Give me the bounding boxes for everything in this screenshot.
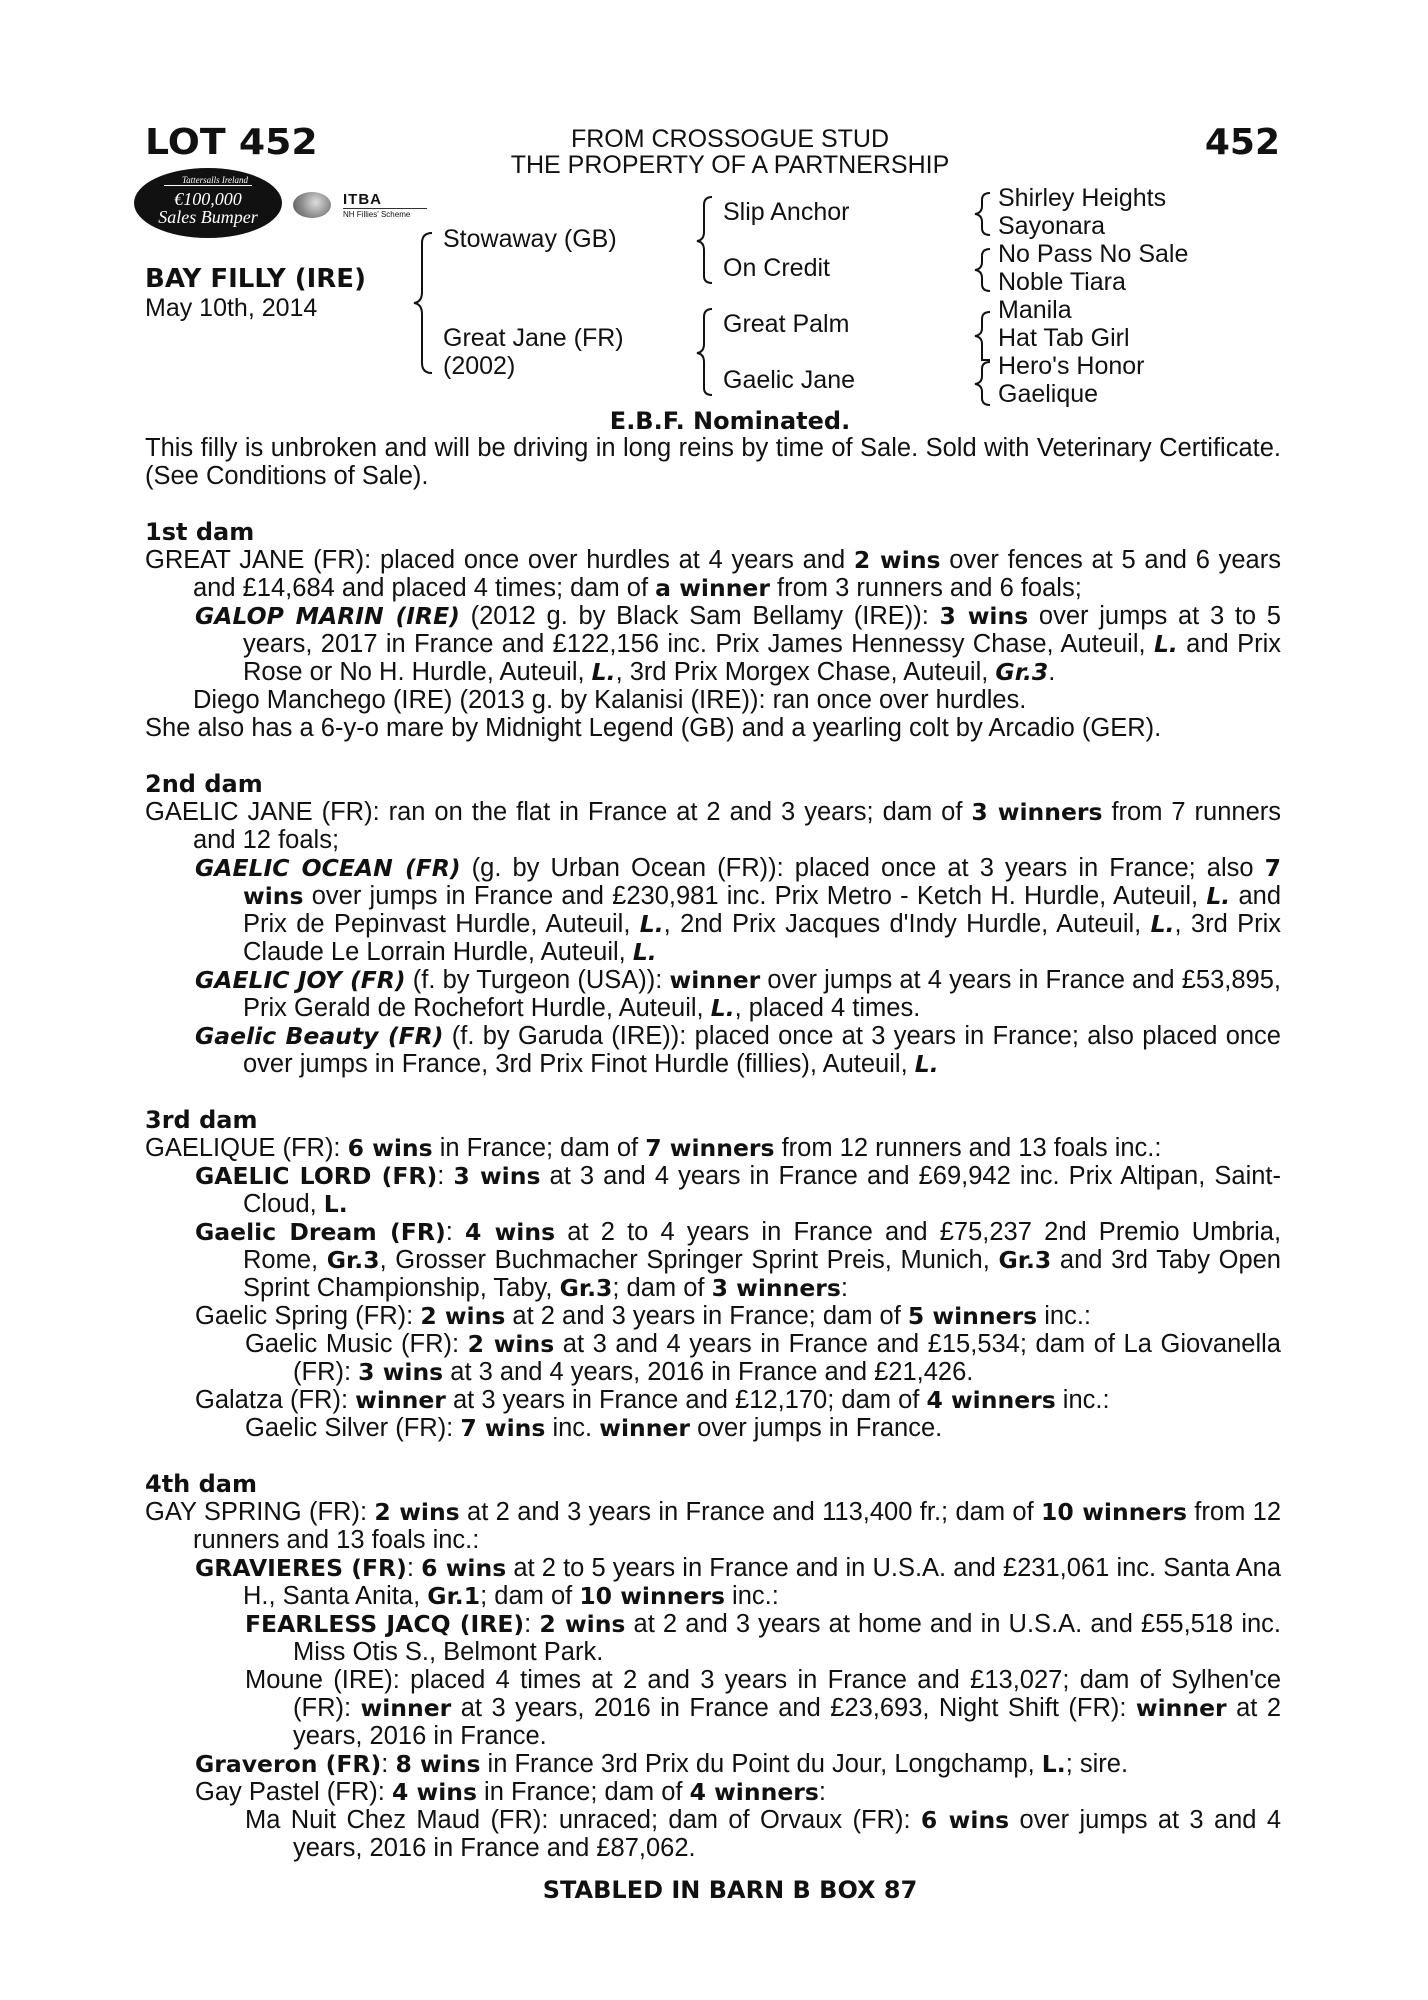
- offspring-entry: Diego Manchego (IRE) (2013 g. by Kalanisi (IRE)): ran once over hurdles.: [193, 686, 1027, 714]
- offspring-entry: Graveron (FR): 8 wins in France 3rd Prix du Point du Jour, Longchamp, L.; sire.: [195, 1750, 1129, 1778]
- offspring-entry: GALOP MARIN (IRE) (2012 g. by Black Sam Bellamy (IRE)): 3 wins over jumps at 3 to 5 years, 2017 in France and £122,156 inc. Prix James Hennessy Chase, Auteuil, L. and Prix Rose or No H. Hurdle, Auteuil, L., 3rd Prix Morgex Chase, Auteuil, Gr.3.: [195, 602, 1281, 686]
- pedigree-dam: Great Jane (FR): [443, 324, 624, 352]
- pedigree-gen3-6: Hat Tab Girl: [998, 324, 1130, 352]
- pedigree-dam-sire: Great Palm: [723, 310, 850, 338]
- offspring-entry: Gaelic Dream (FR): 4 wins at 2 to 4 years in France and £75,237 2nd Premio Umbria, Rome, Gr.3, Grosser Buchmacher Springer Sprint Preis, Munich, Gr.3 and 3rd Taby Open Sprint Championship, Taby, Gr.3; dam of 3 winners:: [195, 1218, 1282, 1302]
- pedigree-sire: Stowaway (GB): [443, 225, 617, 253]
- horse-dob: May 10th, 2014: [145, 294, 318, 322]
- pedigree-dam-dam: Gaelic Jane: [723, 366, 856, 394]
- offspring-entry: Gaelic Beauty (FR) (f. by Garuda (IRE)): placed once at 3 years in France; also placed once over jumps in France, 3rd Prix Finot Hurdle (fillies), Auteuil, L.: [195, 1022, 1281, 1078]
- offspring-entry: GAELIC LORD (FR): 3 wins at 3 and 4 years in France and £69,942 inc. Prix Altipan, Saint-Cloud, L.: [195, 1162, 1282, 1218]
- fourth-dam-heading: 4th dam: [145, 1470, 257, 1498]
- grand-offspring-entry: Ma Nuit Chez Maud (FR): unraced; dam of Orvaux (FR): 6 wins over jumps at 3 and 4 years, 2016 in France and £87,062.: [245, 1806, 1282, 1862]
- pedigree-gen3-4: Noble Tiara: [998, 268, 1126, 296]
- brace-gen2-bottom: [697, 309, 712, 395]
- second-dam-heading: 2nd dam: [145, 770, 263, 798]
- pedigree-dam-year: (2002): [443, 352, 516, 380]
- offspring-entry: Galatza (FR): winner at 3 years in France and £12,170; dam of 4 winners inc.:: [195, 1386, 1110, 1414]
- brace-gen3-b: [975, 249, 990, 291]
- offspring-entry: GAELIC OCEAN (FR) (g. by Urban Ocean (FR)): placed once at 3 years in France; also 7 wins over jumps in France and £230,981 inc. Prix Metro - Ketch H. Hurdle, Auteuil, L. and Prix de Pepinvast Hurdle, Auteuil, L., 2nd Prix Jacques d'Indy Hurdle, Auteuil, L., 3rd Prix Claude Le Lorrain Hurdle, Auteuil, L.: [195, 854, 1281, 966]
- pedigree-gen3-5: Manila: [998, 296, 1072, 324]
- offspring-entry: Gaelic Spring (FR): 2 wins at 2 and 3 years in France; dam of 5 winners inc.:: [195, 1302, 1092, 1330]
- brace-gen2-top: [697, 197, 712, 283]
- second-dam-entry: GAELIC JANE (FR): ran on the flat in France at 2 and 3 years; dam of 3 winners from 7 runners and 12 foals;: [145, 798, 1281, 854]
- pedigree-sire-sire: Slip Anchor: [723, 198, 850, 226]
- additional-produce: She also has a 6-y-o mare by Midnight Legend (GB) and a yearling colt by Arcadio (GER).: [145, 714, 1162, 742]
- offspring-entry: Gay Pastel (FR): 4 wins in France; dam of 4 winners:: [195, 1778, 826, 1806]
- brace-gen3-d: [975, 362, 990, 405]
- itba-name: ITBA: [343, 192, 427, 209]
- badge-brand: Tattersalls Ireland: [164, 175, 252, 186]
- intro-text: This filly is unbroken and will be driving in long reins by time of Sale. Sold with Veterinary Certificate. (See Conditions of Sale).: [145, 434, 1281, 490]
- grand-offspring-entry: Gaelic Silver (FR): 7 wins inc. winner over jumps in France.: [245, 1414, 943, 1442]
- badge-amount: €100,000: [174, 189, 242, 209]
- third-dam-entry: GAELIQUE (FR): 6 wins in France; dam of 7 winners from 12 runners and 13 foals inc.:: [145, 1134, 1162, 1162]
- lot-title: LOT 452: [145, 122, 318, 163]
- itba-scheme: NH Fillies' Scheme: [343, 210, 411, 219]
- grand-offspring-entry: Gaelic Music (FR): 2 wins at 3 and 4 years in France and £15,534; dam of La Giovanella (FR): 3 wins at 3 and 4 years, 2016 in France and £21,426.: [245, 1330, 1281, 1386]
- grand-offspring-entry: FEARLESS JACQ (IRE): 2 wins at 2 and 3 years at home and in U.S.A. and £55,518 inc. Miss Otis S., Belmont Park.: [245, 1610, 1281, 1666]
- pedigree-sire-dam: On Credit: [723, 254, 830, 282]
- brace-gen1: [414, 233, 432, 373]
- pedigree-gen3-2: Sayonara: [998, 212, 1106, 240]
- pedigree-gen3-7: Hero's Honor: [998, 352, 1145, 380]
- pedigree-gen3-1: Shirley Heights: [998, 184, 1167, 212]
- consignor-line-2: THE PROPERTY OF A PARTNERSHIP: [510, 151, 950, 179]
- horse-description: BAY FILLY (IRE): [145, 264, 366, 294]
- pedigree-braces: [0, 0, 1428, 420]
- consignor-line-1: FROM CROSSOGUE STUD: [570, 125, 890, 153]
- pedigree-gen3-3: No Pass No Sale: [998, 240, 1189, 268]
- brace-gen3-c: [975, 312, 990, 360]
- badge-name: Sales Bumper: [158, 207, 258, 227]
- first-dam-heading: 1st dam: [145, 518, 255, 546]
- lot-number: 452: [1204, 122, 1280, 163]
- offspring-entry: GRAVIERES (FR): 6 wins at 2 to 5 years in France and in U.S.A. and £231,061 inc. Santa Ana H., Santa Anita, Gr.1; dam of 10 winners inc.:: [195, 1554, 1282, 1610]
- offspring-entry: GAELIC JOY (FR) (f. by Turgeon (USA)): winner over jumps at 4 years in France and £53,895, Prix Gerald de Rochefort Hurdle, Auteuil, L., placed 4 times.: [195, 966, 1282, 1022]
- first-dam-entry: GREAT JANE (FR): placed once over hurdles at 4 years and 2 wins over fences at 5 and 6 years and £14,684 and placed 4 times; dam of a winner from 3 runners and 6 foals;: [145, 546, 1281, 602]
- third-dam-heading: 3rd dam: [145, 1106, 258, 1134]
- fourth-dam-entry: GAY SPRING (FR): 2 wins at 2 and 3 years in France and 113,400 fr.; dam of 10 winners from 12 runners and 13 foals inc.:: [145, 1498, 1282, 1554]
- brace-gen3-a: [975, 193, 990, 235]
- grand-offspring-entry: Moune (IRE): placed 4 times at 2 and 3 years in France and £13,027; dam of Sylhen'ce (FR): winner at 3 years, 2016 in France and £23,693, Night Shift (FR): winner at 2 years, 2016 in France.: [245, 1666, 1281, 1750]
- ebf-nominated: E.B.F. Nominated.: [609, 407, 851, 435]
- stabling-info: STABLED IN BARN B BOX 87: [542, 1876, 918, 1904]
- pedigree-gen3-8: Gaelique: [998, 380, 1099, 408]
- catalogue-body: [145, 434, 1281, 1862]
